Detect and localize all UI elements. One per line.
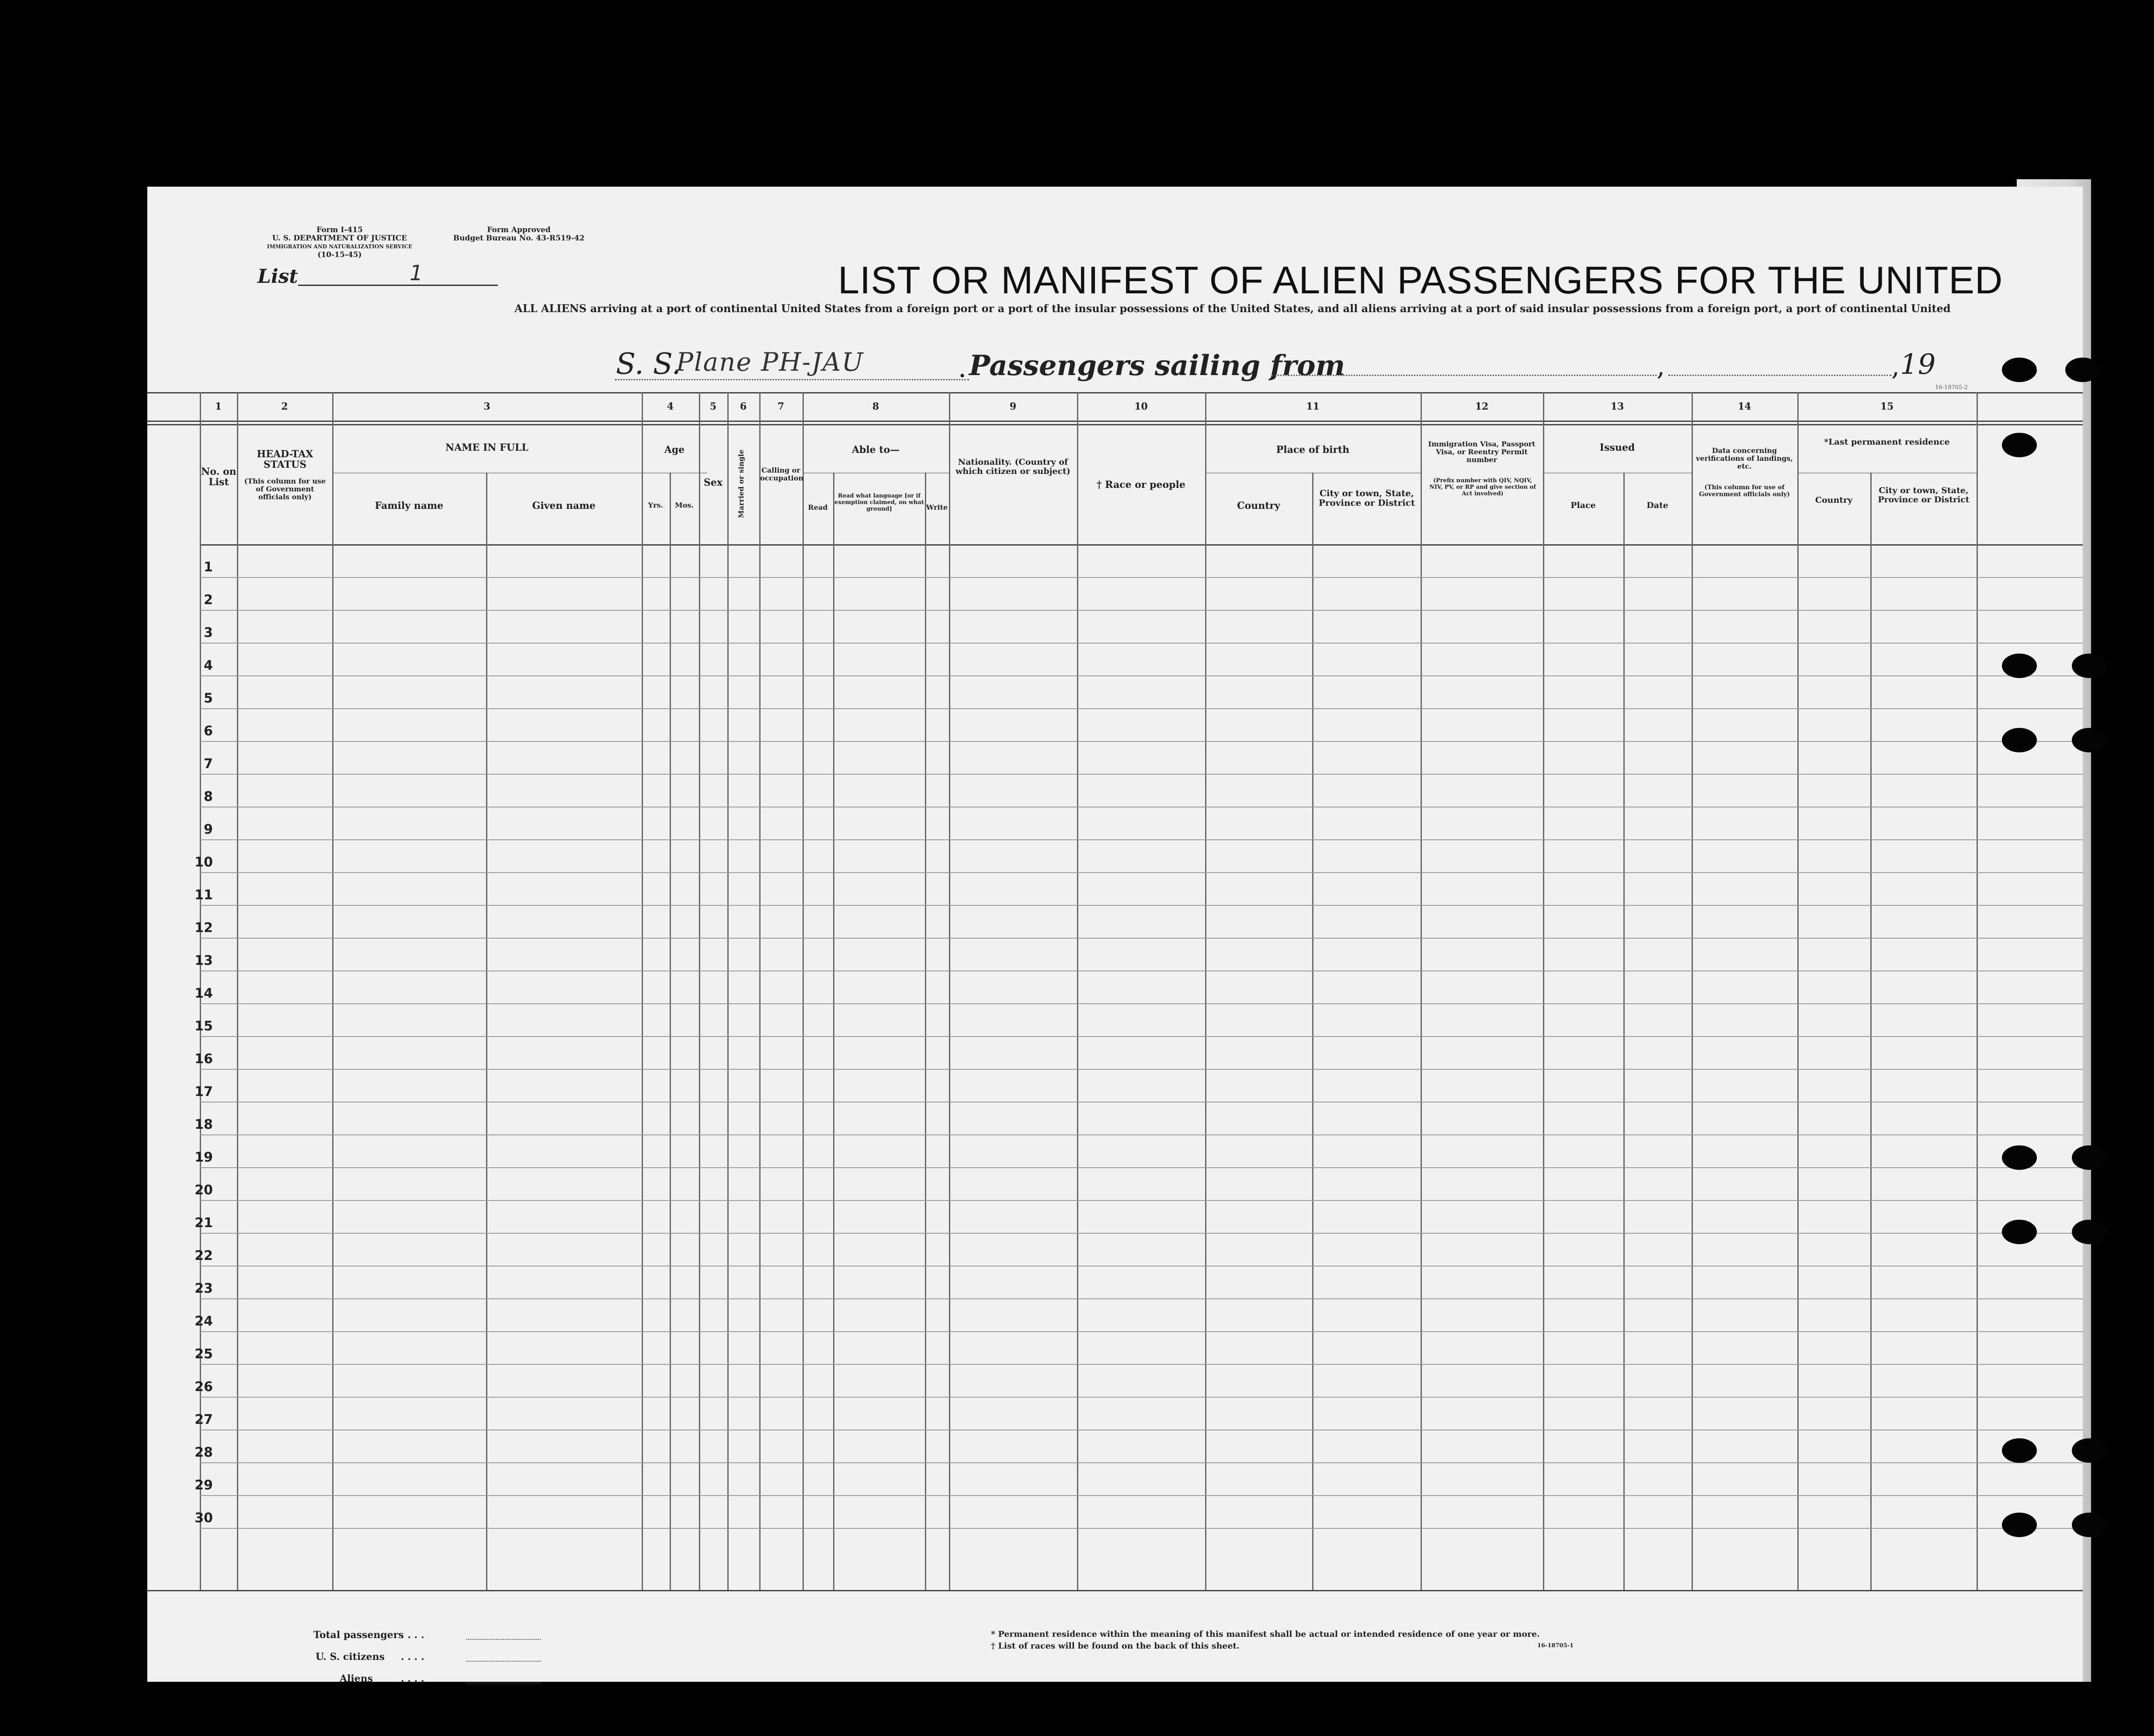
manifest-sheet [147,187,2083,1682]
row-rule [200,643,2083,644]
col-line [486,473,487,1590]
page-title: LIST OR MANIFEST OF ALIEN PASSENGERS FOR THE UNITED [838,258,2003,302]
row-rule [200,1069,2083,1070]
row-number: 11 [195,887,213,903]
row-number: 24 [195,1314,213,1329]
hdr-yrs: Yrs. [648,501,664,509]
footnote-races: † List of races will be found on the back of this sheet. [991,1641,1240,1651]
binder-hole [2002,1438,2037,1463]
row-number: 28 [195,1445,213,1460]
row-rule [200,1233,2083,1234]
row-number: 9 [204,822,213,837]
budget-bureau: Budget Bureau No. 43-R519-42 [453,234,585,243]
row-number: 10 [195,855,213,870]
col-line [1421,392,1422,1590]
hdr-family-name: Family name [375,500,444,511]
binder-hole [2002,358,2037,382]
col-num: 2 [281,401,288,412]
row-rule [200,905,2083,906]
list-line [298,285,498,286]
row-rule [200,872,2083,873]
row-number: 7 [204,756,213,772]
row-number: 5 [204,691,213,706]
row-number: 29 [195,1478,213,1493]
col-num: 1 [215,401,222,412]
col-num: 12 [1475,401,1489,412]
row-number: 26 [195,1379,213,1395]
col-line [1312,473,1313,1590]
hdr-read-language: Read what language [or if exemption claimed, on what ground] [834,493,924,512]
col-line [642,392,643,1590]
vessel-period: . [958,353,967,383]
rule [147,421,2083,422]
row-rule [200,839,2083,840]
col-line [759,392,761,1590]
col-num: 6 [740,401,747,412]
row-number: 16 [195,1051,213,1067]
comma: , [1657,351,1665,382]
list-number[interactable]: 1 [410,261,423,285]
aliens-field[interactable] [466,1683,541,1684]
col-line [1977,392,1978,1590]
hdr-last-residence: *Last permanent residence [1824,437,1950,447]
rule [147,1590,2083,1591]
row-rule [200,1528,2083,1529]
col-num: 3 [483,401,490,412]
col-num: 4 [667,401,674,412]
vessel-line [615,379,969,380]
row-number: 23 [195,1281,213,1296]
row-rule [200,1003,2083,1004]
row-number: 15 [195,1019,213,1034]
row-rule [200,1036,2083,1037]
row-rule [200,1331,2083,1332]
col-line [699,392,700,1590]
col-line [1077,392,1078,1590]
hdr-date: Date [1647,501,1668,510]
hdr-data-note: (This column for use of Government officials only) [1699,484,1790,498]
row-rule [200,1134,2083,1135]
row-number: 3 [204,625,213,640]
row-number: 19 [195,1150,213,1165]
binder-hole [2002,433,2037,457]
footer-total-label: Total passengers [313,1629,404,1641]
hdr-married: Married or single [737,449,745,518]
hdr-place: Place [1570,501,1596,510]
col-line [1543,392,1544,1590]
col-num: 9 [1009,401,1017,412]
form-approval [427,226,611,243]
binder-hole [2002,1220,2037,1244]
row-number: 18 [195,1117,213,1132]
hdr-age: Age [664,444,685,456]
row-number: 21 [195,1215,213,1231]
col-line [237,392,238,1590]
subtitle: ALL ALIENS arriving at a port of continental United States from a foreign port or a port of the insular possessions of the United States, and all aliens arriving at a port of said insular possessions from a foreign port, a port of continental United [514,302,1951,315]
sailing-port-field[interactable] [1272,375,1657,376]
row-rule [200,1462,2083,1463]
list-label: List [257,265,298,288]
dots: . . . . [401,1673,424,1684]
row-number: 8 [204,789,213,804]
col-num: 11 [1306,401,1320,412]
sailing-from-label: Passengers sailing from [969,349,1345,382]
col-num: 15 [1880,401,1894,412]
col-line [1797,392,1799,1590]
hdr-city: City or town, State, Province or District [1318,488,1415,508]
hdr-res-city: City or town, State, Province or District [1878,486,1970,504]
row-number: 1 [204,560,213,575]
row-number: 6 [204,724,213,739]
row-number: 27 [195,1412,213,1427]
row-number: 25 [195,1346,213,1362]
hdr-nationality: Nationality. (Country of which citizen or subject) [955,457,1070,476]
hdr-write: Write [926,503,948,511]
col-line [833,473,834,1590]
row-rule [200,1298,2083,1299]
row-rule [200,708,2083,709]
col-line [332,392,334,1590]
form-code: 16-18705-2 [1935,384,1968,391]
col-line [803,392,804,1590]
row-number: 4 [204,658,213,673]
hdr-name-in-full: NAME IN FULL [445,442,528,453]
rule [147,392,2083,393]
hdr-given-name: Given name [532,500,596,511]
hdr-visa: Immigration Visa, Passport Visa, or Reentry Permit number [1428,440,1536,464]
comma: , [1891,351,1900,382]
row-rule [200,1200,2083,1201]
col-line [1205,392,1206,1590]
col-line [670,473,671,1590]
binder-hole [2072,1220,2107,1244]
rule [200,544,2083,546]
hdr-data-concerning: Data concerning verifications of landings, etc. [1696,446,1793,470]
footer-code: 16-18705-1 [1537,1642,1574,1649]
col-num: 8 [872,401,879,412]
row-number: 14 [195,986,213,1001]
ss-prefix: S. S. [616,347,681,381]
total-field[interactable] [466,1639,541,1640]
binder-hole [2002,1145,2037,1170]
col-num: 7 [777,401,785,412]
col-line [1623,473,1625,1590]
row-rule [200,1167,2083,1168]
row-number: 13 [195,953,213,968]
vessel-name[interactable]: Plane PH-JAU [676,347,864,377]
hdr-head-tax: HEAD-TAX STATUS [257,449,313,470]
binder-hole [2072,1438,2107,1463]
row-rule [200,1102,2083,1103]
hdr-calling: Calling or occupation [760,466,804,482]
row-number: 12 [195,920,213,936]
binder-hole [2072,654,2107,678]
dots: . . . . [401,1629,424,1641]
binder-hole [2002,654,2037,678]
row-rule [200,675,2083,676]
service: IMMIGRATION AND NATURALIZATION SERVICE [267,244,413,250]
rule [147,424,2083,425]
row-number: 30 [195,1510,213,1526]
col-num: 5 [709,401,717,412]
hdr-read: Read [808,503,828,511]
row-rule [200,1495,2083,1496]
form-info [248,226,431,259]
row-rule [200,1397,2083,1398]
hdr-no-on-list: No. on List [201,466,236,488]
row-number: 22 [195,1248,213,1263]
hdr-issued: Issued [1599,442,1635,453]
col-line [949,392,950,1590]
year-prefix[interactable]: 19 [1900,348,1936,381]
department: U. S. DEPARTMENT OF JUSTICE [272,234,407,243]
footer-citizens-label: U. S. citizens [316,1651,385,1663]
binder-hole [2072,728,2107,752]
footnote-residence: * Permanent residence within the meaning of this manifest shall be actual or intended residence of one year or more. [991,1629,1540,1639]
hdr-place-of-birth: Place of birth [1276,444,1350,456]
hdr-race: † Race or people [1097,479,1185,491]
hdr-res-country: Country [1815,495,1853,505]
hdr-country: Country [1237,500,1280,511]
hdr-head-tax-note: (This column for use of Government officials only) [244,477,326,501]
form-number: Form I-415 [316,226,363,234]
row-rule [200,577,2083,578]
hdr-able-to: Able to— [851,444,900,456]
hdr-mos: Mos. [675,501,694,509]
row-number: 2 [204,592,213,608]
footer-aliens-label: Aliens [340,1673,373,1684]
sailing-date-field[interactable] [1668,375,1891,376]
binder-hole [2002,728,2037,752]
hdr-visa-note: (Prefix number with QIV, NQIV, NIV, PV, or RP and give section of Act involved) [1429,477,1536,497]
col-num: 14 [1737,401,1751,412]
col-num: 13 [1610,401,1624,412]
approved: Form Approved [487,226,551,234]
row-rule [200,741,2083,742]
col-line [1870,473,1872,1590]
row-rule [200,938,2083,939]
row-rule [200,610,2083,611]
col-line [925,473,926,1590]
row-rule [200,1364,2083,1365]
binder-hole [2072,1513,2107,1537]
binder-hole [2065,358,2100,382]
binder-hole [2002,1513,2037,1537]
col-line [727,392,729,1590]
row-rule [200,774,2083,775]
col-line [1692,392,1693,1590]
col-num: 10 [1134,401,1148,412]
row-number: 20 [195,1183,213,1198]
binder-hole [2072,1145,2107,1170]
row-number: 17 [195,1084,213,1099]
hdr-sex: Sex [703,477,723,488]
form-date: (10-15-45) [317,250,362,259]
citizens-field[interactable] [466,1661,541,1662]
dots: . . . . [401,1651,424,1663]
